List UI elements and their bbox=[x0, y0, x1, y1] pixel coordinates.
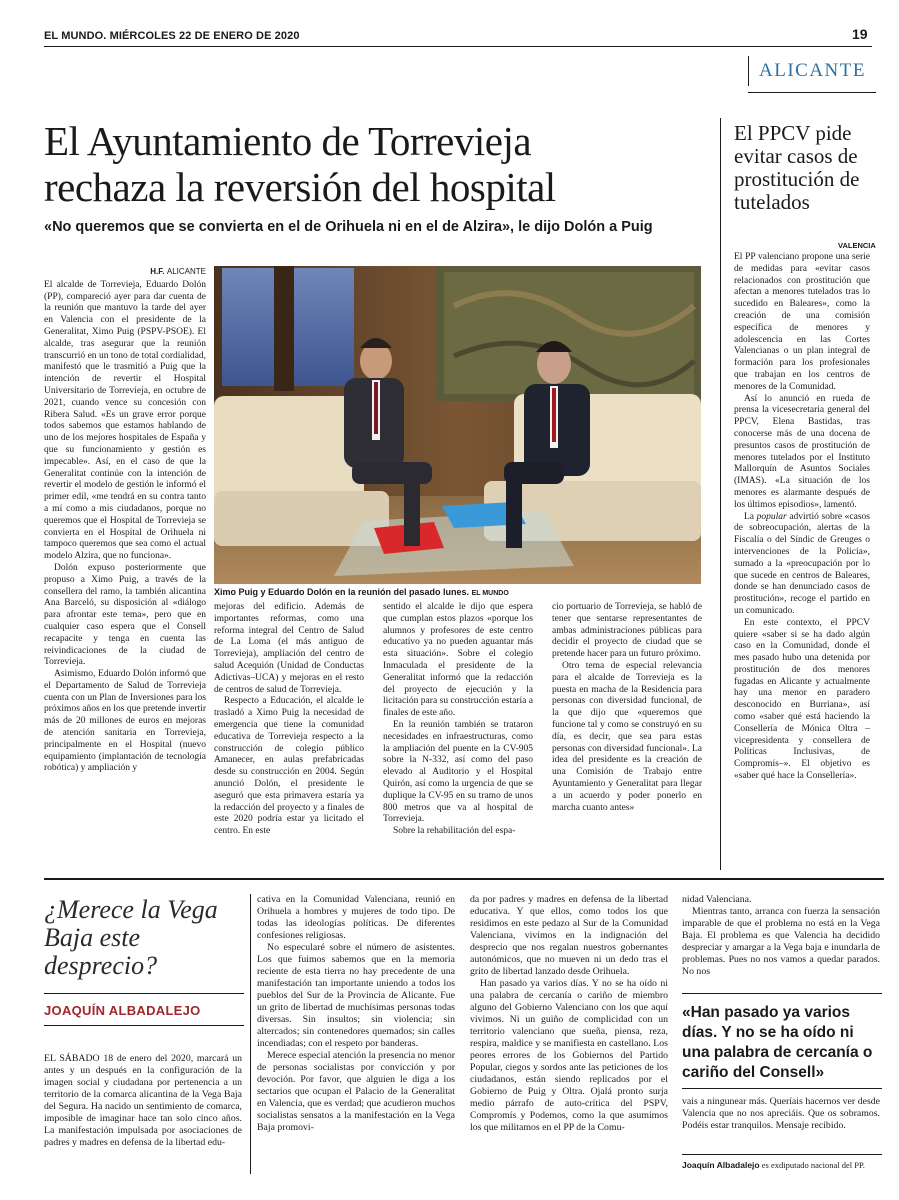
main-article-column-4 bbox=[552, 602, 702, 814]
author-bio bbox=[682, 1160, 882, 1170]
quote-bottom-rule bbox=[682, 1088, 882, 1089]
meeting-photo-illustration bbox=[214, 266, 701, 584]
opinion-column-2 bbox=[257, 894, 455, 1134]
opinion-title-rule bbox=[44, 993, 244, 994]
main-article-column-2 bbox=[214, 602, 364, 838]
side-article-body bbox=[734, 252, 870, 783]
bio-rule bbox=[682, 1154, 882, 1155]
opinion-column-1 bbox=[44, 1053, 242, 1149]
paragraph: El PP valenciano propone una serie de medidas para «evitar casos relacionados con prostitución que afectan a menores tutelados tras lo sucedido en Baleares», como la creación de una comisión específica de menores y adolescencia en las Cortes Valencianas o un plan integral de formación para los profesionales que trabajan en los centros de menores de la Comunidad. bbox=[734, 252, 870, 392]
quote-top-rule bbox=[682, 993, 882, 994]
paragraph: Mientras tanto, arranca con fuerza la sensación imparable de que el problema no está en la Vega Baja. El problema es que Valencia ha decidido despreciar y amargar a la Vega baja e inundarla de problemas. Pues no nos vamos a quedar parados. No nos bbox=[682, 906, 880, 977]
side-article-headline: El PPCV pide evitar casos de prostitución de tutelados bbox=[734, 121, 860, 214]
paragraph: da por padres y madres en defensa de la libertad educativa. Y que ellos, como todos los que residimos en este pedazo al Sur de la Comunidad Valenciana, vivimos en la indignación del desprecio que nos regalan nuestros gobernantes autonómicos, que no mueven ni un dedo tras el grito de libertad lanzado desde Orihuela. bbox=[470, 894, 668, 977]
side-article-location: VALENCIA bbox=[838, 241, 876, 250]
photo-credit: EL MUNDO bbox=[471, 590, 509, 597]
paragraph: No especularé sobre el número de asistentes. Los que fuimos sabemos que en la memoria reciente de esta tierra no hay precedente de una manifestación tan importante uniendo a todos los pueblos del Sur de la Provincia de Alicante. Fue un grito de libertad de muchísimas personas todas diversas. Sin insultos; sin violencia; sin altercados; sin contenedores quemados; sin calles incendiadas; con el respeto por banderas. bbox=[257, 942, 455, 1049]
opinion-author-rule bbox=[44, 1025, 244, 1026]
paragraph: nidad Valenciana. bbox=[682, 894, 752, 905]
paragraph: En este contexto, el PPCV quiere «saber si se ha dado algún caso en la Comunidad, donde el mes pasado hubo una detenida por prostitución de dos menores fugadas en Alicante y actualmente hay una menor en paradero desconocido en Burriana», así como «saber qué está haciendo la Consellería de Mónica Oltra –vicepresidenta y consellera de Políticas Inclusivas, de Compromís–». El objetivo es «saber qué hace la Consellería». bbox=[734, 617, 870, 782]
main-article-column-1 bbox=[44, 266, 206, 775]
italic-word: popular bbox=[756, 511, 787, 522]
bio-name: Joaquín Albadalejo bbox=[682, 1160, 760, 1170]
opinion-title: ¿Merece la Vega Baja este desprecio? bbox=[44, 895, 218, 980]
paragraph: Otro tema de especial relevancia para el alcalde de Torrevieja es la puesta en macha de la Residencia para personas con diversidad funcional, de la que dijo que «queremos que funcione tal y como se construyó en su día, es decir, que sea para estas personas con diversidad funcional». La idea del presidente es la creación de una Comisión de Trabajo entre Ayuntamiento y Generalitat para llegar a un acuerdo y poder ponerlo en marcha cuanto antes» bbox=[552, 660, 702, 813]
opinion-column-3 bbox=[470, 894, 668, 1134]
main-article-column-3 bbox=[383, 602, 533, 838]
section-label: ALICANTE bbox=[748, 56, 872, 86]
paragraph: cio portuario de Torrevieja, se habló de tener que sentarse representantes de ambas administraciones públicas para decidir el proyecto de ciudad que se pretende hacer para un futuro próximo. bbox=[552, 602, 702, 660]
opinion-column-4-end bbox=[682, 1096, 880, 1132]
paragraph: En la reunión también se trataron necesidades en infraestructuras, como la ampliación del puente en la CV-905 sobre la N-332, así como del paso elevado al Auditorio y el Hospital Quirón, así como la urgencia de que se duplique la CV-95 en su tramo de unos 800 metros que va al hospital de Torrevieja. bbox=[383, 719, 533, 825]
bio-text: es exdiputado nacional del PP. bbox=[761, 1160, 865, 1170]
opinion-top-rule bbox=[44, 878, 884, 880]
paragraph: cativa en la Comunidad Valenciana, reunió en Orihuela a hombres y mujeres de todo tipo. De todas las ideologías políticas. De diferentes confesiones religiosas. bbox=[257, 894, 455, 941]
paragraph: vais a ningunear más. Queríais hacernos ver desde Valencia que no nos apreciáis. Que os sobramos. Podéis estar tranquilos. Mensaje recibido. bbox=[682, 1096, 880, 1131]
headline-line-1: El Ayuntamiento de Torrevieja bbox=[44, 118, 532, 164]
byline bbox=[44, 266, 206, 279]
publication-date-line: EL MUNDO. MIÉRCOLES 22 DE ENERO DE 2020 bbox=[44, 30, 300, 42]
paragraph bbox=[734, 512, 870, 618]
caption-text: Ximo Puig y Eduardo Dolón en la reunión del pasado lunes. bbox=[214, 587, 470, 597]
paragraph: Dolón expuso posteriormente que propuso a Ximo Puig, a través de la consellera del ramo, la también alicantina Ana Barceló, su disposición al «diálogo para afrontar este tema», pero que en cualquier caso espera que el Consell recapacite y tenga en cuenta las reivindicaciones de la ciudad de Torrevieja. bbox=[44, 562, 206, 668]
opinion-column-4 bbox=[682, 894, 880, 978]
section-rule bbox=[748, 92, 876, 93]
headline-line-2: rechaza la reversión del hospital bbox=[44, 164, 556, 210]
paragraph: mejoras del edificio. Además de importantes reformas, como una reforma integral del Centro de Salud de La Loma (el más antiguo de Torrevieja), ampliación del centro de salud Acequión (Unidad de Conductas Adictivas–UCA) y mejoras en el resto de centros de salud de Torrevieja. bbox=[214, 602, 364, 695]
byline-author: H.F. bbox=[150, 267, 165, 276]
opinion-author: JOAQUÍN ALBADALEJO bbox=[44, 1003, 201, 1018]
paragraph: sentido el alcalde le dijo que espera que cumplan estos plazos «porque los alumnos y profesores de este centro educativo ya no pueden aguantar más esta situación». Sobre el colegio Inmaculada el presidente de la Generalitat informó que la redacción del proyecto de ejecución y la licitación para su construcción estaría a finales de este año. bbox=[383, 602, 533, 719]
text-span: advirtió sobre «casos de sobreocupación, alertas de la Fiscalía o del Síndic de Greuges o intervenciones de la Policía», sumado a la «preocupación por lo que sucede en centros de Baleares, donde se han denunciado casos de prostitución», recoge el partido en un comunicado. bbox=[734, 511, 871, 616]
paragraph: El alcalde de Torrevieja, Eduardo Dolón (PP), compareció ayer para dar cuenta de la reunión que mantuvo la tarde del ayer en Valencia con el presidente de la Generalitat, Ximo Puig (PSPV-PSOE). El alcalde, tras asegurar que la reunión transcurrió en un tono de total cordialidad, manifestó que le trasmitió a Puig que la intención de revertir el Hospital Universitario de Torrevieja, en octubre de 2021, cuando vence su concesión con Ribera Salud. «Es un grave error porque todos sabemos que estamos hablando de uno de los mejores hospitales de España y que su funcionamiento y gestión es impecable». Así, en el caso de que la Generalitat continúe con la intención de revertir el modelo de gestión le informó el primer edil, «me tendrá en su contra tanto a mí como a mis ciudadanos, porque no queremos que el Hospital de Torrevieja se convierta en el Hospital de Orihuela ni tampoco queremos que sea como el actual modelo Alzira, que no funciona». bbox=[44, 279, 206, 562]
column-divider bbox=[720, 118, 721, 870]
paragraph: Respecto a Educación, el alcalde le trasladó a Ximo Puig la necesidad de emergencia que tiene la comunidad educativa de Torrevieja respecto a la construcción de colegio público Amanecer, en aulas prefabricadas desde su construcción en 2004. Según anunció Dolón, el presidente le aseguró que esta primavera estaría ya la redacción del proyecto y a finales de este 2020 podría estar ya licitado el centro. En este bbox=[214, 696, 364, 837]
header-rule bbox=[44, 46, 872, 47]
text-span: La bbox=[744, 511, 755, 522]
meeting-photo bbox=[214, 266, 701, 584]
pull-quote: «Han pasado ya varios días. Y no se ha oído ni una palabra de cercanía o cariño del Consell» bbox=[682, 1004, 873, 1081]
paragraph: Asimismo, Eduardo Dolón informó que el Departamento de Salud de Torrevieja cuenta con un Plan de Inversiones para los próximos años en los que pretende invertir más de 20 millones de euros en mejoras de atención sanitaria en Torrevieja, principalmente en el Hospital (nuevo equipamiento (implantación de tecnología robótica) y ampliación y bbox=[44, 669, 206, 774]
main-subheadline: «No queremos que se convierta en el de Orihuela ni en el de Alzira», le dijo Dolón a Puig bbox=[44, 219, 653, 235]
paragraph: Han pasado ya varios días. Y no se ha oído ni una palabra de cercanía o cariño de miembro alguno del Gobierno Valenciano con los que aquí vivimos. Ni un guiño de complicidad con un territorio valenciano que sueña, piensa, reza, respira, maldice y se manifiesta en castellano. Los peores errores de los Gobiernos del Partido Popular, ciegos y sordos ante las peticiones de los ciudadanos, están siendo replicados por el Gobierno de Puig y Oltra. Ojalá pronto surja medio párrafo de auto-crítica del PSPV, Compromís y Podemos, como la que asumimos los que militamos en el PP de la Comu- bbox=[470, 978, 668, 1133]
main-headline bbox=[44, 118, 724, 210]
paragraph: Sobre la rehabilitación del espa- bbox=[393, 826, 516, 837]
paragraph: EL SÁBADO 18 de enero del 2020, marcará un antes y un después en la configuración de la imagen social y ciudadana por pertenencia a un territorio de la comarca alicantina de la Vega Baja del Segura. Ha nacido un sentimiento de comarca, imposible de imaginar hace tan solo cinco años. La manifestación impulsada por asociaciones de padres y madres en defensa de la libertad edu- bbox=[44, 1053, 242, 1148]
paragraph: Merece especial atención la presencia no menor de personas socialistas por convicción y por devoción. Por favor, que alguien le diga a los sectarios que ocupan el Palacio de la Generalitat en Valencia, que es verdad; que acudieron muchos socialistas sensatos a la manifestación en la Vega Baja promovi- bbox=[257, 1050, 455, 1133]
page-number: 19 bbox=[852, 26, 868, 42]
opinion-divider-1 bbox=[250, 894, 251, 1174]
byline-place: ALICANTE bbox=[166, 267, 206, 276]
photo-caption bbox=[214, 587, 701, 597]
paragraph: Así lo anunció en rueda de prensa la vicesecretaria general del PPCV, Elena Bastidas, tras conocerse más de una docena de presuntos casos de prostitución de menores tutelados por el Instituto Mallorquín de Asuntos Sociales (IMAS). «La situación de los menores es alarmante después de los últimos episodios», lamentó. bbox=[734, 393, 870, 510]
